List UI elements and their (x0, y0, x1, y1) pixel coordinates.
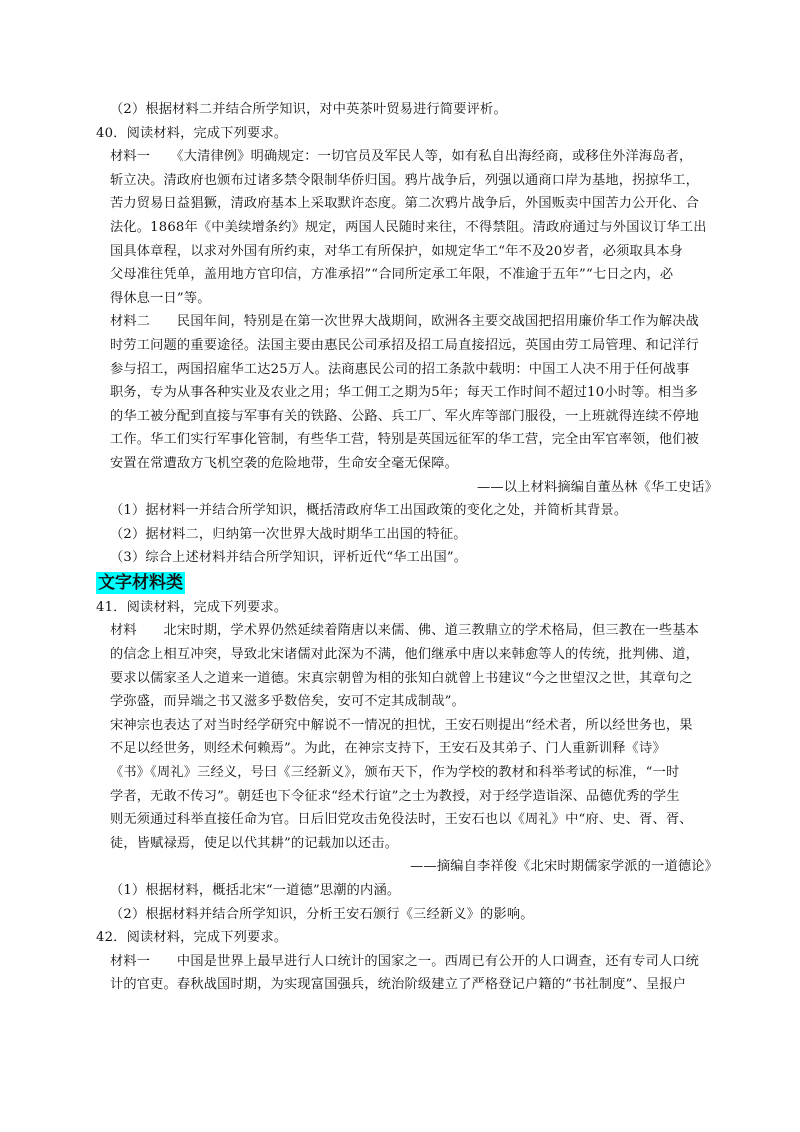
q41-material-line: 学弥盛，而异端之书又滋多乎数倍矣，安可不定其成制哉”。 (110, 694, 466, 710)
q40-subquestion-2: （2）据材料二，归纳第一次世界大战时期华工出国的特征。 (110, 526, 467, 542)
q40-material2-line: 的华工被分配到直接与军事有关的铁路、公路、兵工厂、军火库等部门服役，一上班就得连续不停地 (110, 408, 700, 424)
q41-material-line: 《书》《周礼》三经义，号曰《三经新义》，颁布天下，作为学校的教材和科举考试的标准，“一时 (110, 765, 680, 781)
q40-material2-line: 时劳工问题的重要途径。法国主要由惠民公司承招及招工局直接招远，英国由劳工局管理、和记洋行 (110, 337, 700, 353)
q40-subquestion-1: （1）据材料一并结合所学知识，概括清政府华工出国政策的变化之处，并简析其背景。 (110, 503, 628, 519)
q40-stem: 40．阅读材料，完成下列要求。 (96, 125, 288, 141)
q42-material1-line: 材料一 中国是世界上最早进行人口统计的国家之一。西周已有公开的人口调查，还有专司人口统 (110, 953, 700, 969)
q41-material-line: 材料 北宋时期，学术界仍然延续着隋唐以来儒、佛、道三教鼎立的学术格局，但三教在一些基本 (110, 623, 700, 639)
q40-material1-line: 得休息一日”等。 (110, 290, 211, 306)
q42-material1-line: 计的官吏。春秋战国时期，为实现富国强兵，统治阶级建立了严格登记户籍的“书社制度”、呈报户 (110, 977, 687, 993)
q41-material-line: 的信念上相互冲突，导致北宋诸儒对此深为不满，他们继承中唐以来韩愈等人的传统，批判佛、道， (110, 647, 700, 663)
section-heading: 文字材料类 (98, 572, 183, 593)
q40-material1-line: 国具体章程，以求对外国有所约束，对华工有所保护，如规定华工“年不及20岁者，必须取具本身 (110, 243, 684, 259)
q41-material-line: 学者，无敢不传习”。朝廷也下令征求“经术行谊”之士为教授，对于经学造诣深、品德优秀的学生 (110, 788, 680, 804)
q40-material2-line: 职务，专为从事各种实业及农业之用；华工佣工之期为5年；每天工作时间不超过10小时等。相当多 (110, 385, 699, 401)
q41-material-line: 要求以儒家圣人之道来一道德。宋真宗朝曾为相的张知白就曾上书建议“今之世望汉之世，其章句之 (110, 670, 693, 686)
q41-material-line: 宋神宗也表达了对当时经学研究中解说不一情况的担忧，王安石则提出“经术者，所以经世务也，果 (110, 717, 693, 733)
q40-material1-line: 材料一 《大清律例》明确规定：一切官员及军民人等，如有私自出海经商，或移住外洋海岛者， (110, 149, 693, 165)
q40-material2-line: 参与招工，两国招雇华工达25万人。法商惠民公司的招工条款中载明：中国工人决不用于任何战事 (110, 361, 690, 377)
q41-material-line: 则无须通过科举直接任命为官。日后旧党攻击免役法时，王安石也以《周礼》中“府、史、胥、胥、 (110, 812, 693, 828)
q39-subquestion-2: （2）根据材料二并结合所学知识，对中英茶叶贸易进行简要评析。 (110, 102, 507, 117)
q41-material-line: 不足以经世务，则经术何赖焉”。为此，在神宗支持下，王安石及其弟子、门人重新训释《诗》 (110, 741, 666, 757)
q40-material1-line: 苦力贸易日益猖獗，清政府基本上采取默许态度。第二次鸦片战争后，外国贩卖中国苦力公开化、合 (110, 196, 700, 212)
q40-material1-line: 父母准往凭单，盖用地方官印信，方准承招”“合同所定承工年限，不准逾于五年”“七日之内，必 (110, 267, 674, 283)
q41-source-citation: ——摘编自李祥俊《北宋时期儒家学派的一道德论》 (410, 859, 718, 875)
q41-subquestion-1: （1）根据材料，概括北宋“一道德”思潮的内涵。 (110, 883, 401, 898)
section-heading-wrap (96, 570, 718, 596)
q40-material2-line: 工作。华工们实行军事化管制，有些华工营，特别是英国远征军的华工营，完全由军官率领，他们被 (110, 432, 700, 448)
q40-material2-line: 安置在常遭敌方飞机空袭的危险地带，生命安全毫无保障。 (110, 455, 459, 471)
q40-material2-line: 材料二 民国年间，特别是在第一次世界大战期间，欧洲各主要交战国把招用廉价华工作为解决战 (110, 314, 700, 330)
q41-stem: 41．阅读材料，完成下列要求。 (96, 599, 288, 615)
q42-stem: 42．阅读材料，完成下列要求。 (96, 930, 288, 946)
q40-material1-line: 法化。1868年《中美续增条约》规定，两国人民随时来往，不得禁阻。清政府通过与外国议订华工出 (110, 219, 707, 235)
q40-source-citation: ——以上材料摘编自董丛林《华工史话》 (477, 479, 718, 495)
q40-material1-line: 斩立决。清政府也颁布过诸多禁令限制华侨归国。鸦片战争后，列强以通商口岸为基地，拐掠华工， (110, 172, 700, 188)
q41-subquestion-2: （2）根据材料并结合所学知识，分析王安石颁行《三经新义》的影响。 (110, 906, 534, 922)
q41-material-line: 徒，皆赋禄焉，使足以代其耕”的记载加以还击。 (110, 835, 399, 851)
q40-subquestion-3: （3）综合上述材料并结合所学知识，评析近代“华工出国”。 (110, 550, 468, 566)
